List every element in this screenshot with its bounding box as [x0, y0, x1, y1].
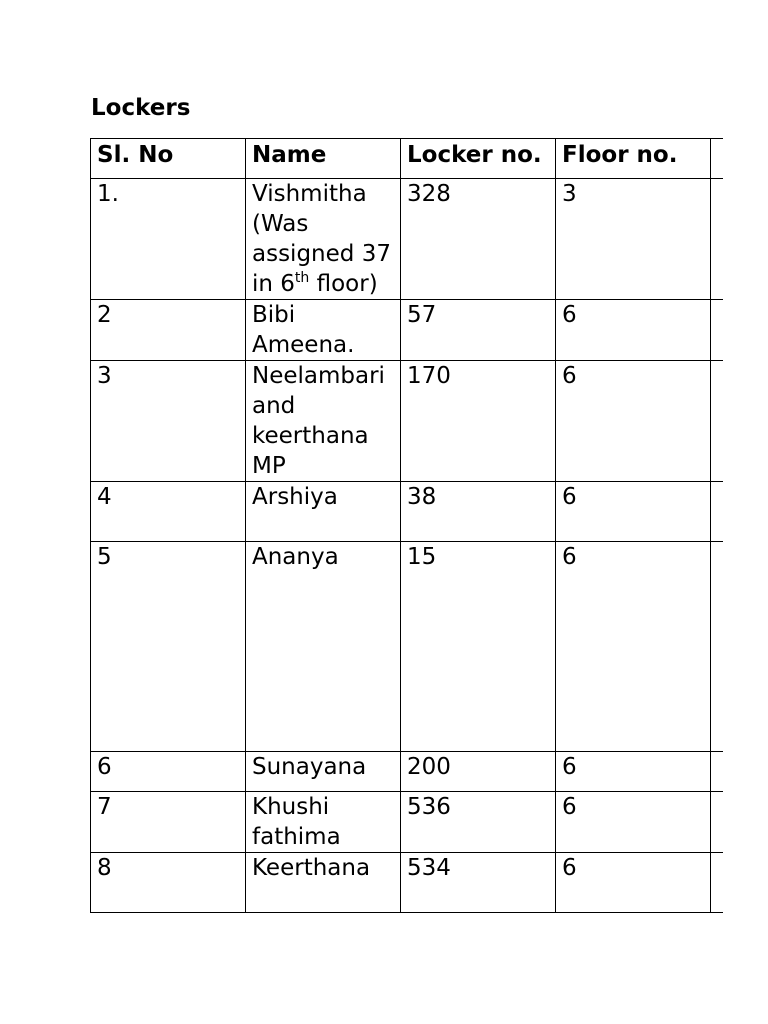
cell-locker-no: 534 [401, 853, 556, 913]
cell-floor-no: 6 [556, 542, 711, 752]
cell-extra [711, 853, 723, 913]
lockers-table [90, 138, 723, 913]
cell-sl-no: 7 [91, 792, 246, 853]
table-row [91, 792, 723, 853]
cell-name [246, 792, 401, 853]
header-extra-column [711, 139, 723, 179]
name-line-prefix: in 6 [252, 271, 295, 297]
cell-locker-no: 57 [401, 300, 556, 361]
header-sl-no: Sl. No [91, 139, 246, 179]
cell-locker-no: 536 [401, 792, 556, 853]
cell-extra [711, 361, 723, 482]
cell-sl-no: 8 [91, 853, 246, 913]
name-line: fathima [252, 824, 341, 850]
cell-name [246, 542, 401, 752]
name-line: Ananya [252, 544, 339, 570]
cell-name [246, 300, 401, 361]
name-line: Khushi [252, 794, 330, 820]
name-line: assigned 37 [252, 241, 391, 267]
name-line-suffix: floor) [309, 271, 378, 297]
name-line: MP [252, 453, 286, 479]
header-floor-no: Floor no. [556, 139, 711, 179]
name-line [252, 269, 394, 299]
cell-sl-no: 5 [91, 542, 246, 752]
cell-sl-no: 3 [91, 361, 246, 482]
name-line: Keerthana [252, 855, 371, 881]
cell-sl-no: 1. [91, 179, 246, 300]
name-line: (Was [252, 211, 309, 237]
cell-sl-no: 2 [91, 300, 246, 361]
cell-sl-no: 6 [91, 752, 246, 792]
table-header-row [91, 139, 723, 179]
cell-name [246, 482, 401, 542]
header-locker-no: Locker no. [401, 139, 556, 179]
table-row [91, 179, 723, 300]
cell-floor-no: 6 [556, 853, 711, 913]
cell-name [246, 361, 401, 482]
name-line: keerthana [252, 423, 369, 449]
page-title: Lockers [91, 95, 191, 121]
name-line: Neelambari [252, 363, 385, 389]
cell-name [246, 752, 401, 792]
cell-extra [711, 300, 723, 361]
cell-locker-no: 200 [401, 752, 556, 792]
cell-name [246, 179, 401, 300]
table-row [91, 361, 723, 482]
cell-locker-no: 170 [401, 361, 556, 482]
cell-extra [711, 792, 723, 853]
cell-floor-no: 6 [556, 752, 711, 792]
table-row [91, 853, 723, 913]
name-line: Bibi [252, 302, 296, 328]
cell-locker-no: 38 [401, 482, 556, 542]
cell-extra [711, 482, 723, 542]
header-name: Name [246, 139, 401, 179]
cell-locker-no: 15 [401, 542, 556, 752]
cell-floor-no: 6 [556, 300, 711, 361]
table-row [91, 542, 723, 752]
ordinal-superscript: th [294, 270, 310, 286]
table-row [91, 752, 723, 792]
cell-name [246, 853, 401, 913]
cell-floor-no: 6 [556, 361, 711, 482]
cell-extra [711, 179, 723, 300]
cell-extra [711, 752, 723, 792]
cell-floor-no: 6 [556, 482, 711, 542]
cell-floor-no: 6 [556, 792, 711, 853]
table-row [91, 482, 723, 542]
cell-floor-no: 3 [556, 179, 711, 300]
name-line: Arshiya [252, 484, 338, 510]
table-row [91, 300, 723, 361]
name-line: Vishmitha [252, 181, 367, 207]
cell-sl-no: 4 [91, 482, 246, 542]
cell-locker-no: 328 [401, 179, 556, 300]
name-line: Sunayana [252, 754, 367, 780]
name-line: and [252, 393, 296, 419]
cell-extra [711, 542, 723, 752]
name-line: Ameena. [252, 332, 355, 358]
